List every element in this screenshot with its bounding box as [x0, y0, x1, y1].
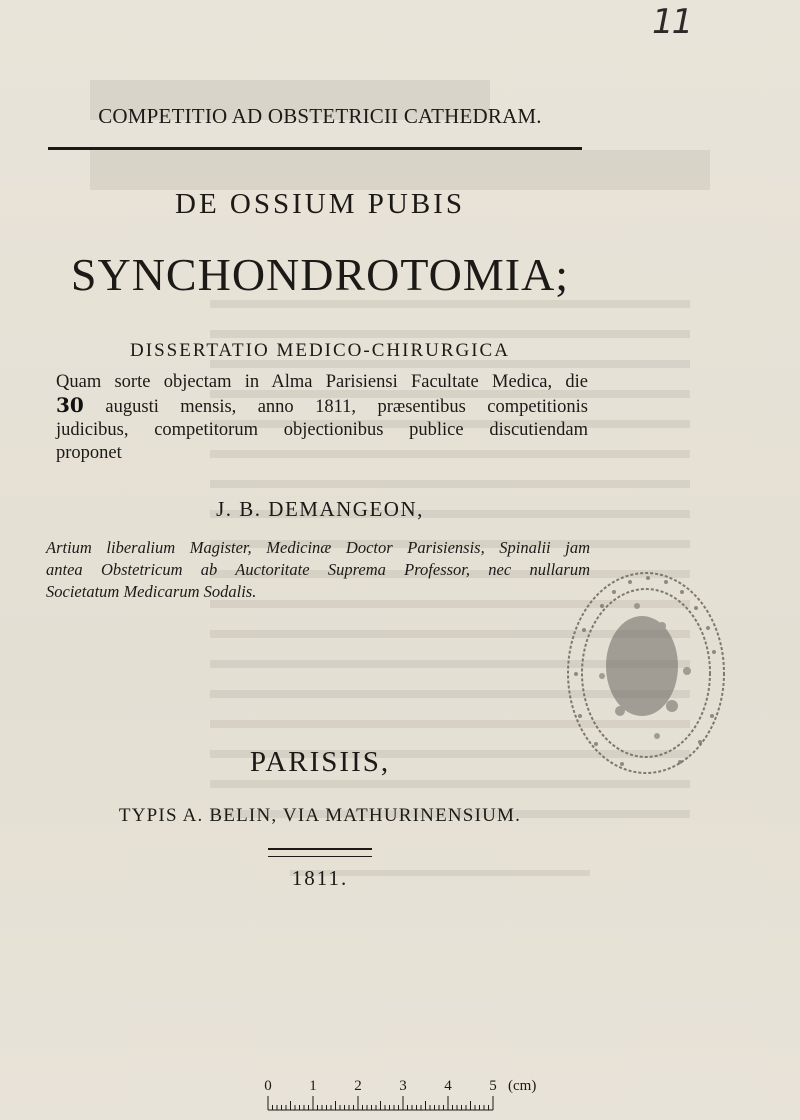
body-line-1: Quam sorte objectam in Alma Parisiensi Facultate Medica, die: [56, 372, 588, 392]
credentials-line-2: antea Obstetricum ab Auctoritate Suprema Professor, nec nullarum: [46, 560, 590, 579]
imprint-year: 1811.: [291, 866, 349, 890]
handwritten-date: 30: [56, 393, 84, 417]
credentials-line-1: Artium liberalium Magister, Medicinæ Doctor Parisiensis, Spinalii jam: [46, 538, 590, 557]
imprint-printer: TYPIS A. BELIN, VIA MATHURINENSIUM.: [118, 805, 522, 826]
body-line-4: proponet: [56, 443, 122, 463]
header-competition: COMPETITIO AD OBSTETRICII CATHEDRAM.: [98, 104, 542, 128]
centimeter-scale-bar: [262, 1076, 562, 1120]
imprint-rule: [268, 848, 372, 857]
credentials-line-3: Societatum Medicarum Sodalis.: [46, 582, 257, 601]
scale-unit: (cm): [508, 1078, 537, 1094]
scale-label-5: 5: [489, 1078, 497, 1094]
body-line-2-text: augusti mensis, anno 1811, præsentibus competitionis: [105, 397, 588, 417]
title-line-2: SYNCHONDROTOMIA;: [70, 249, 570, 300]
subtitle: DISSERTATIO MEDICO-CHIRURGICA: [130, 340, 510, 361]
scale-label-2: 2: [354, 1078, 362, 1094]
scale-label-1: 1: [309, 1078, 317, 1094]
scale-label-3: 3: [399, 1078, 407, 1094]
dissertation-description: [56, 371, 588, 465]
title-line-1: DE OSSIUM PUBIS: [175, 188, 465, 220]
header-rule: [48, 147, 582, 150]
scale-label-0: 0: [264, 1078, 272, 1094]
author-credentials: [46, 537, 590, 603]
author-name: J. B. DEMANGEON,: [216, 497, 424, 521]
scale-ticks: [262, 1096, 562, 1116]
pencil-page-number: 11: [652, 2, 692, 42]
scale-label-4: 4: [444, 1078, 452, 1094]
body-line-2: [56, 394, 588, 419]
imprint-place: PARISIIS,: [249, 746, 391, 778]
body-line-3: judicibus, competitorum objectionibus publice discutiendam: [56, 420, 588, 440]
